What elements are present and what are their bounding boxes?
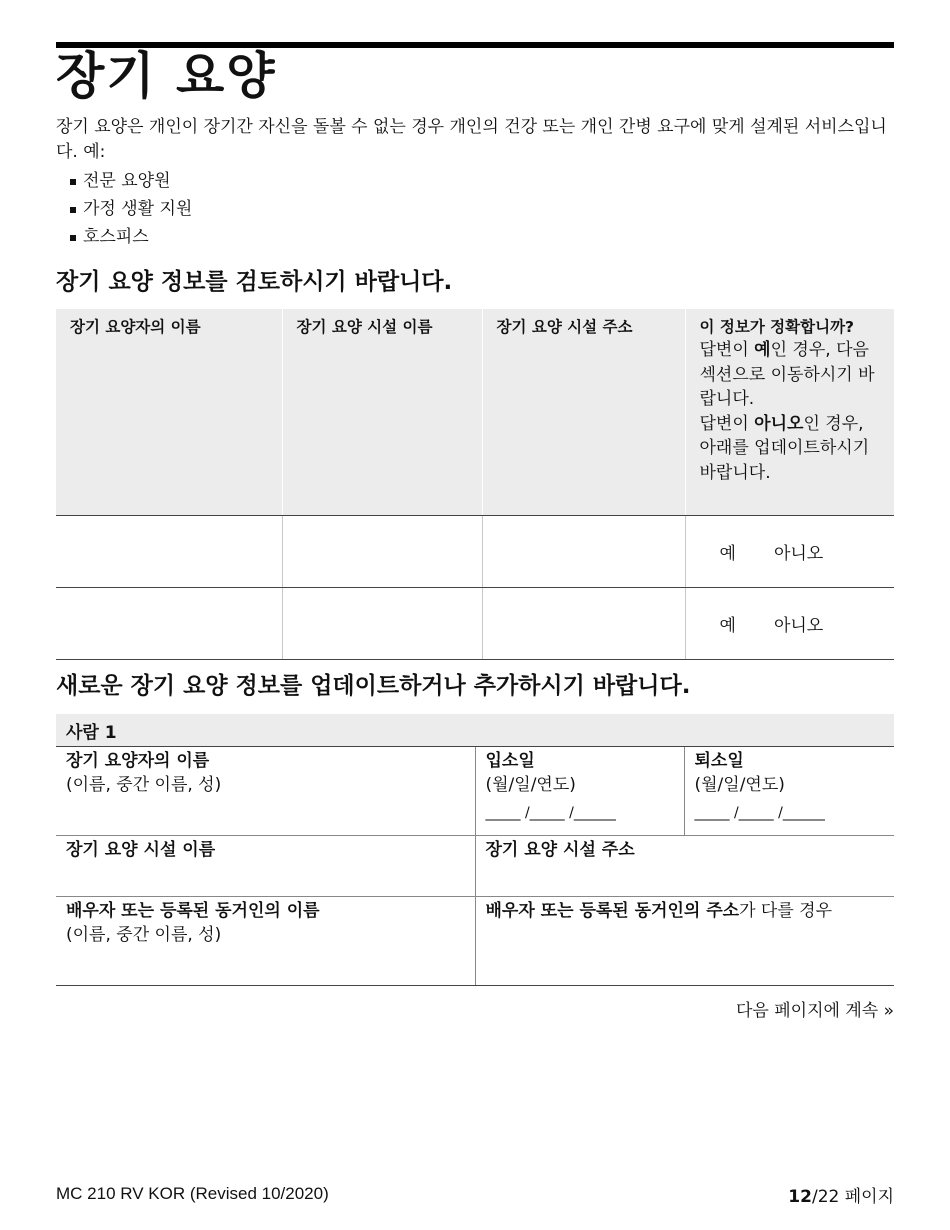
no-option[interactable]: 아니오 (773, 616, 824, 636)
col-header-facility: 장기 요양 시설 이름 (282, 309, 482, 516)
spouse-address-label: 배우자 또는 등록된 동거인의 주소가 다를 경우 (485, 901, 833, 921)
cell-name[interactable] (56, 516, 282, 588)
person-label: 사람 1 (56, 714, 894, 747)
page-number: 12/22 페이지 (788, 1187, 894, 1207)
cell-address[interactable] (482, 516, 685, 588)
spouse-name-label: 배우자 또는 등록된 동거인의 이름 (66, 901, 320, 921)
discharge-blank: _____ /_____ /______ (694, 805, 825, 821)
admit-label: 입소일 (485, 751, 535, 771)
yes-no-choice (685, 588, 894, 660)
form-id: MC 210 RV KOR (Revised 10/2020) (56, 1184, 329, 1203)
review-heading: 장기 요양 정보를 검토하시기 바랍니다. (56, 269, 453, 295)
admit-blank: _____ /_____ /______ (485, 805, 616, 821)
yes-option[interactable]: 예 (719, 616, 736, 636)
spouse-name-sub: (이름, 중간 이름, 성) (66, 925, 222, 945)
review-table (56, 309, 894, 660)
list-item: 전문 요양원 (56, 168, 192, 196)
cell-address[interactable] (482, 588, 685, 660)
list-item: 가정 생활 지원 (56, 196, 192, 224)
name-label: 장기 요양자의 이름 (66, 751, 210, 771)
update-heading: 새로운 장기 요양 정보를 업데이트하거나 추가하시기 바랍니다. (56, 673, 691, 699)
col-header-name: 장기 요양자의 이름 (56, 309, 282, 516)
intro-text: 장기 요양은 개인이 장기간 자신을 돌볼 수 없는 경우 개인의 건강 또는 개인 간병 요구에 맞게 설계된 서비스입니다. 예: (56, 117, 887, 162)
accuracy-instructions: 답변이 예인 경우, 다음 섹션으로 이동하시기 바랍니다. 답변이 아니오인 경우, 아래를 업데이트하시기 바랍니다. (699, 340, 875, 483)
admit-date-field[interactable] (475, 747, 684, 836)
name-sub: (이름, 중간 이름, 성) (66, 775, 222, 795)
spouse-name-field[interactable] (56, 897, 475, 986)
continued-note: 다음 페이지에 계속 » (736, 1001, 894, 1021)
facility-address-field[interactable] (475, 836, 894, 897)
table-row (56, 588, 894, 660)
spouse-address-field[interactable] (475, 897, 894, 986)
discharge-label: 퇴소일 (694, 751, 744, 771)
cell-name[interactable] (56, 588, 282, 660)
col-header-accuracy (685, 309, 894, 516)
facility-name-field[interactable] (56, 836, 475, 897)
yes-option[interactable]: 예 (719, 544, 736, 564)
cell-facility[interactable] (282, 516, 482, 588)
col-header-address: 장기 요양 시설 주소 (482, 309, 685, 516)
list-item: 호스피스 (56, 224, 192, 252)
discharge-sub: (월/일/연도) (694, 775, 785, 795)
facility-name-label: 장기 요양 시설 이름 (66, 840, 216, 860)
facility-address-label: 장기 요양 시설 주소 (485, 840, 635, 860)
discharge-date-field[interactable] (684, 747, 894, 836)
yes-no-choice (685, 516, 894, 588)
table-row (56, 516, 894, 588)
cell-facility[interactable] (282, 588, 482, 660)
no-option[interactable]: 아니오 (773, 544, 824, 564)
example-list (56, 168, 192, 252)
accuracy-question: 이 정보가 정확합니까? (699, 318, 855, 336)
update-form (56, 714, 894, 986)
name-field[interactable] (56, 747, 475, 836)
page-title: 장기 요양 (56, 47, 277, 105)
admit-sub: (월/일/연도) (485, 775, 576, 795)
